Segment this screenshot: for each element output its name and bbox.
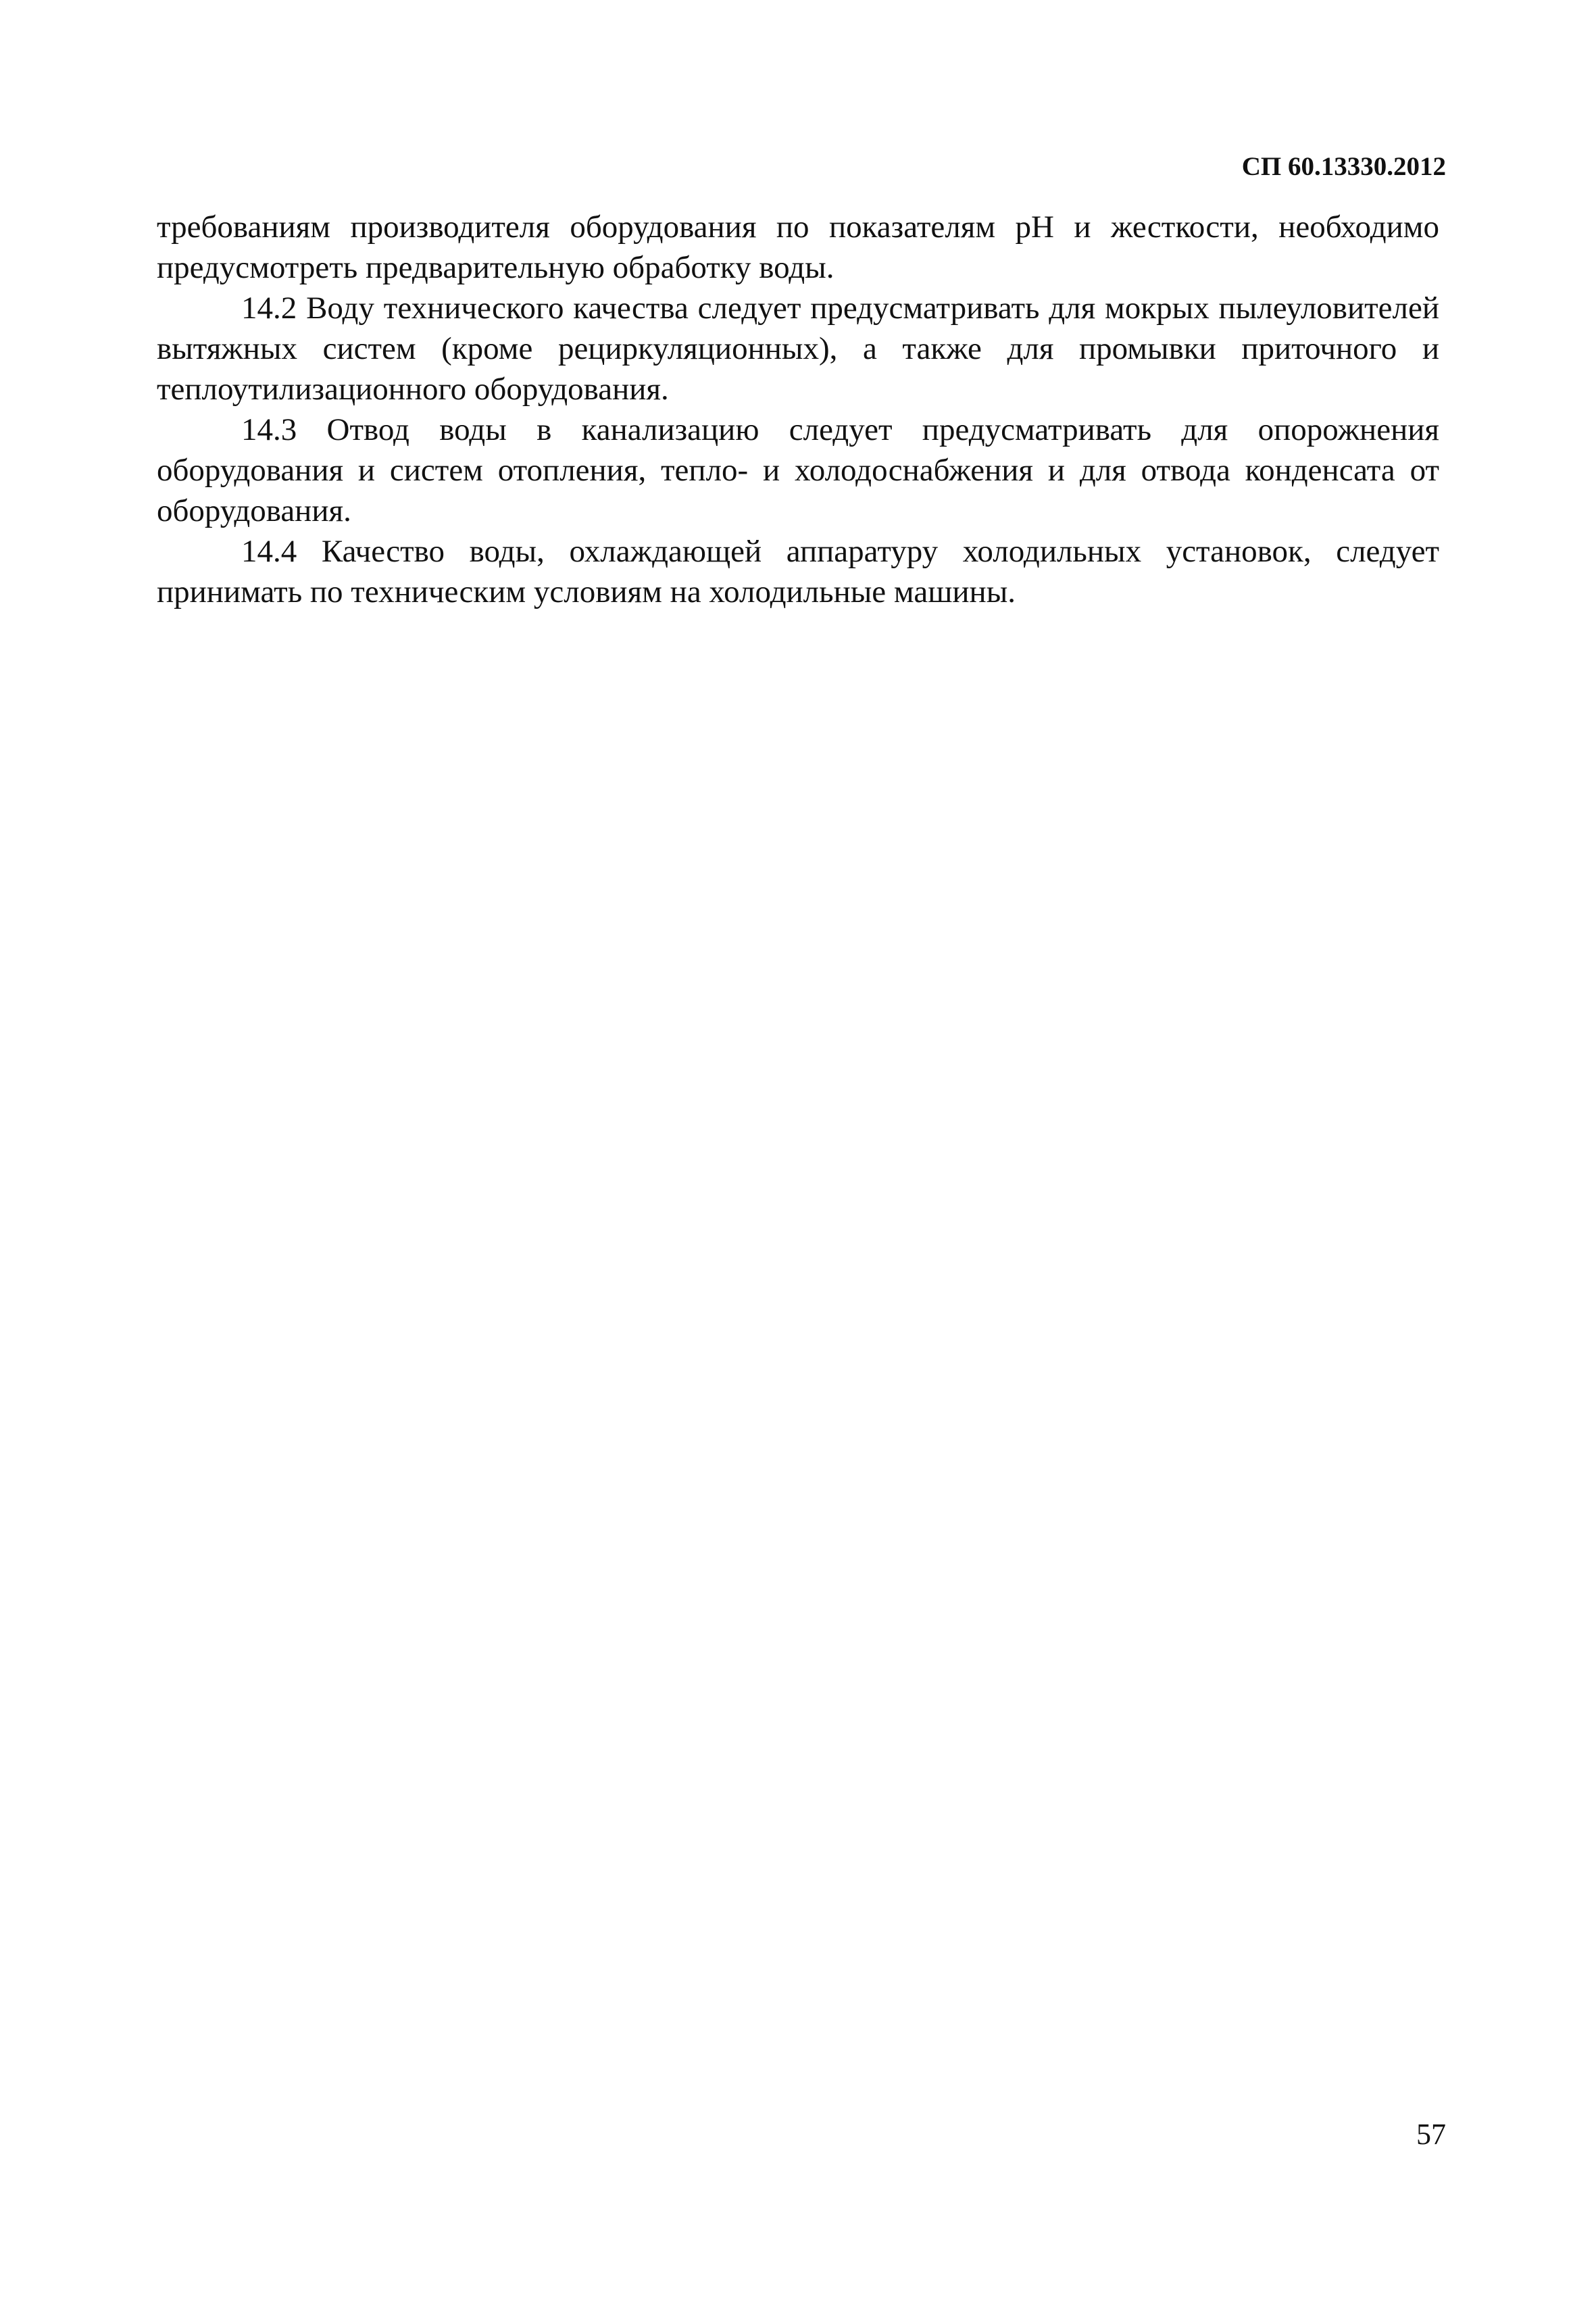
paragraph-14-2: 14.2 Воду технического качества следует предусматривать для мокрых пылеуловителей вытяжных систем (кроме рециркуляционных), а также для промывки приточного и теплоутилизационного оборудования. [157, 291, 1439, 407]
body-text [157, 207, 1439, 612]
paragraph-continuation: требованиям производителя оборудования по показателям pH и жесткости, необходимо предусмотреть предварительную обработку воды. [157, 209, 1439, 285]
paragraph-14-4: 14.4 Качество воды, охлаждающей аппаратуру холодильных установок, следует принимать по техническим условиям на холодильные машины. [157, 534, 1439, 609]
page-number: 57 [1416, 2118, 1446, 2151]
document-code-header: СП 60.13330.2012 [1241, 152, 1446, 181]
paragraph-14-3: 14.3 Отвод воды в канализацию следует предусматривать для опорожнения оборудования и систем отопления, тепло- и холодоснабжения и для отвода конденсата от оборудования. [157, 412, 1439, 528]
